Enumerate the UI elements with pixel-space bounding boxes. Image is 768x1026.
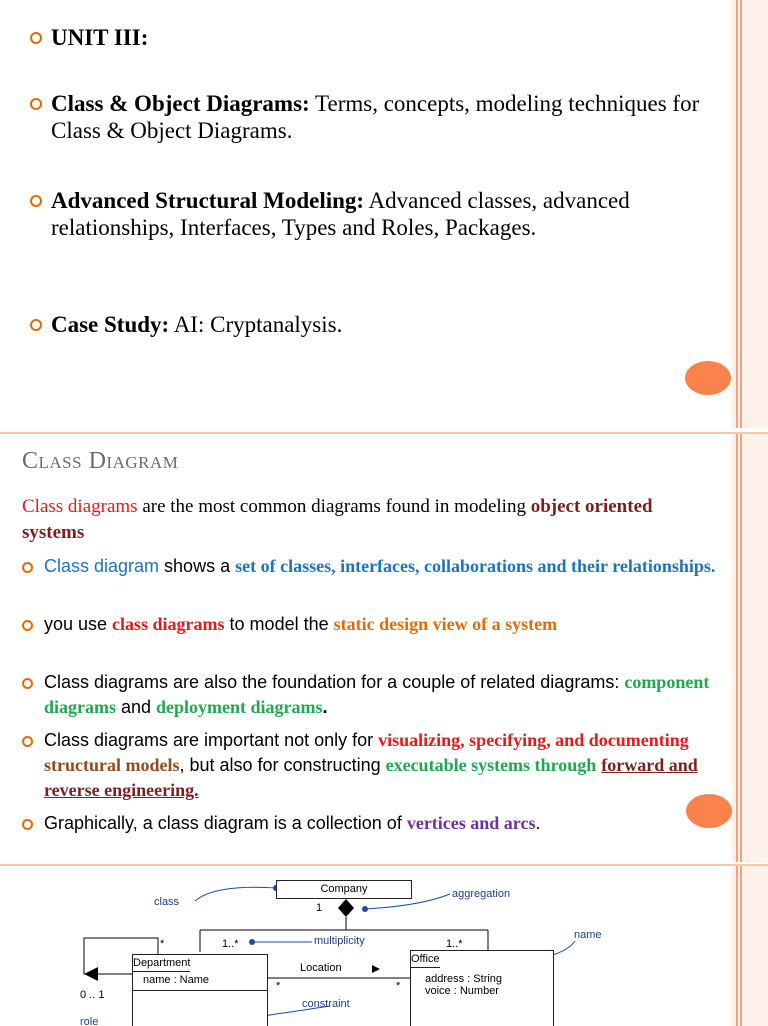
- office-attribute: voice : Number: [425, 985, 499, 997]
- bullet-icon: [22, 678, 33, 689]
- text-run: vertices and arcs: [406, 813, 536, 833]
- bullet-text: AI: Cryptanalysis.: [169, 312, 343, 337]
- bullet-icon: [22, 620, 33, 631]
- orange-circle-icon: [686, 794, 732, 828]
- bullet-foundation: [22, 670, 738, 720]
- multiplicity-zero-one: 0 .. 1: [80, 989, 105, 1001]
- bullet-bold: UNIT III:: [51, 25, 149, 50]
- bullet-important: [22, 728, 738, 803]
- text-run: to model the: [224, 614, 334, 634]
- role-label: role: [80, 1016, 99, 1026]
- bullet-bold: Advanced Structural Modeling:: [51, 188, 365, 213]
- multiplicity-one: 1: [316, 902, 323, 914]
- class-label: class: [154, 896, 180, 908]
- text-run: are the most common diagrams found in modeling: [137, 496, 531, 517]
- text-run: executable systems through: [385, 755, 597, 775]
- department-attribute: name : Name: [143, 974, 210, 986]
- bullet-icon: [30, 98, 42, 110]
- star-label: *: [276, 980, 281, 992]
- text-run: class diagrams: [112, 614, 225, 634]
- text-run: Graphically, a class diagram is a collection of: [44, 813, 407, 833]
- bullet-vertices-arcs: [22, 811, 738, 836]
- multiplicity-left: 1..*: [222, 938, 239, 950]
- bullet-icon: [30, 32, 42, 44]
- bullet-icon: [30, 195, 42, 207]
- department-class-box: [132, 954, 268, 1026]
- text-run: .: [322, 697, 328, 717]
- star-label: *: [160, 938, 165, 950]
- name-label: name: [574, 929, 602, 941]
- text-run: Class diagram: [44, 556, 160, 576]
- text-run: forward and reverse engineering.: [44, 755, 698, 800]
- slide-class-diagram: [0, 432, 768, 862]
- bullet-icon: [22, 562, 33, 573]
- text-run: shows a: [159, 556, 236, 576]
- intro-paragraph: [22, 494, 712, 546]
- orange-circle-icon: [685, 361, 731, 395]
- text-run: set of classes, interfaces, collaborations and their relationships.: [235, 556, 716, 576]
- text-run: object oriented systems: [22, 496, 653, 543]
- company-class-box: Company: [276, 880, 412, 899]
- bullet-text: Terms, concepts, modeling techniques for Class & Object Diagrams.: [51, 91, 700, 143]
- bullet-case-study: [30, 311, 721, 338]
- text-run: deployment diagrams: [156, 697, 323, 717]
- slide-title: Class Diagram: [22, 448, 179, 474]
- text-run: , but also for constructing: [179, 755, 386, 775]
- office-attribute: address : String: [425, 973, 503, 985]
- slide-edge-line: [740, 0, 742, 428]
- text-run: visualizing, specifying, and documenting: [378, 730, 689, 750]
- slide-class-diagram-example: [0, 864, 768, 1026]
- text-run: .: [535, 813, 541, 833]
- bullet-static-design: [22, 612, 738, 637]
- slide-edge-line: [740, 434, 742, 862]
- slide-edge-line: [736, 0, 738, 428]
- bullet-icon: [30, 319, 42, 331]
- multiplicity-label: multiplicity: [314, 935, 365, 947]
- location-label: Location: [300, 962, 342, 974]
- text-run: component diagrams: [44, 672, 710, 717]
- text-run: Class diagrams are important not only for: [44, 730, 379, 750]
- office-name: Office: [411, 951, 440, 968]
- bullet-bold: Class & Object Diagrams:: [51, 91, 310, 116]
- department-name: Department: [133, 955, 190, 972]
- text-run: structural models: [44, 755, 180, 775]
- text-run: and: [116, 697, 157, 717]
- aggregation-label: aggregation: [452, 888, 511, 900]
- bullet-unit: [30, 24, 721, 51]
- text-run: static design view of a system: [333, 614, 558, 634]
- office-class-box: [410, 950, 554, 1026]
- constraint-label: constraint: [302, 998, 350, 1010]
- text-run: Class diagrams are also the foundation for a couple of related diagrams:: [44, 672, 625, 692]
- bullet-icon: [22, 819, 33, 830]
- bullet-class-object: [30, 90, 721, 144]
- bullet-text: Advanced classes, advanced relationships, Interfaces, Types and Roles, Packages.: [51, 188, 630, 240]
- bullet-icon: [22, 736, 33, 747]
- text-run: you use: [44, 614, 113, 634]
- multiplicity-right: 1..*: [446, 938, 463, 950]
- slide-unit-overview: [0, 0, 768, 428]
- star-label: *: [396, 980, 401, 992]
- bullet-bold: Case Study:: [51, 312, 170, 337]
- text-run: Class diagrams: [22, 496, 138, 517]
- bullet-class-diagram-shows: [22, 554, 738, 579]
- bullet-advanced-structural: [30, 187, 721, 241]
